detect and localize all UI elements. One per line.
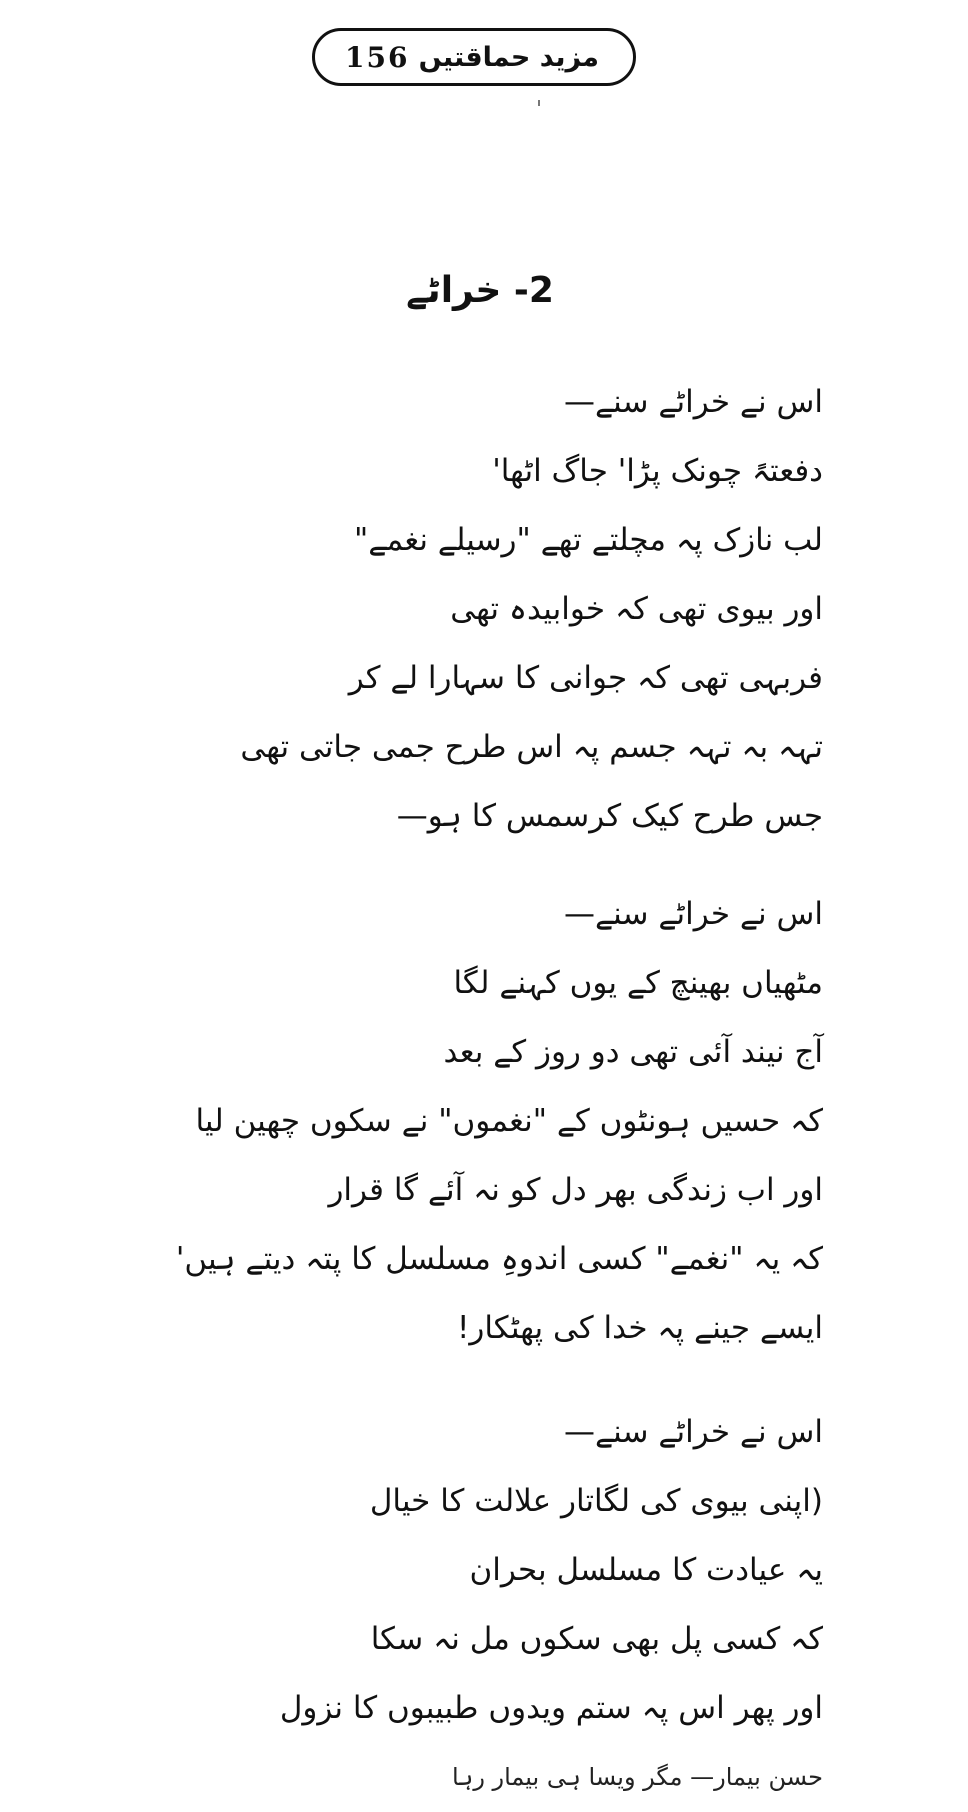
verse-line: اور پھر اس پہ ستم ویدوں طبیبوں کا نزول [279,1690,823,1726]
verse-line: حسن بیمار— مگر ویسا ہی بیمار رہا [451,1763,823,1791]
stanza-2 [176,880,823,1363]
verse-line: کہ حسیں ہونٹوں کے "نغموں" نے سکوں چھین لیا [195,1103,823,1139]
verse-line: اس نے خراٹے سنے— [564,1414,823,1450]
verse-line: تہہ بہ تہہ جسم پہ اس طرح جمی جاتی تھی [240,729,823,765]
verse-line: دفعتہً چونک پڑا' جاگ اٹھا' [492,453,823,489]
page-number: 156 [345,40,410,74]
stanza-3 [280,1398,823,1812]
verse-line: فربہی تھی کہ جوانی کا سہارا لے کر [348,660,823,696]
verse-line: یہ عیادت کا مسلسل بحران [469,1552,823,1588]
verse-line: اور اب زندگی بھر دل کو نہ آئے گا قرار [328,1172,823,1208]
verse-line: (اپنی بیوی کی لگاتار علالت کا خیال [369,1483,823,1519]
running-header [312,28,636,86]
book-title: مزید حماقتیں [418,41,599,73]
verse-line: کہ یہ "نغمے" کسی اندوہِ مسلسل کا پتہ دیتے ہیں' [175,1241,823,1277]
verse-line: جس طرح کیک کرسمس کا ہو— [396,798,823,834]
verse-line: اور بیوی تھی کہ خوابیدہ تھی [450,591,823,627]
verse-line: ایسے جینے پہ خدا کی پھٹکار! [456,1310,823,1346]
verse-line: آج نیند آئی تھی دو روز کے بعد [443,1034,823,1070]
scan-mark [538,100,540,106]
poem-title: 2- خراٹے [406,270,554,311]
verse-line: کہ کسی پل بھی سکوں مل نہ سکا [370,1621,823,1657]
verse-line: لب نازک پہ مچلتے تھے "رسیلے نغمے" [354,522,823,558]
verse-line: اس نے خراٹے سنے— [564,384,823,420]
verse-line: مٹھیاں بھینچ کے یوں کہنے لگا [453,965,823,1001]
verse-line: اس نے خراٹے سنے— [564,896,823,932]
stanza-1 [240,368,823,851]
